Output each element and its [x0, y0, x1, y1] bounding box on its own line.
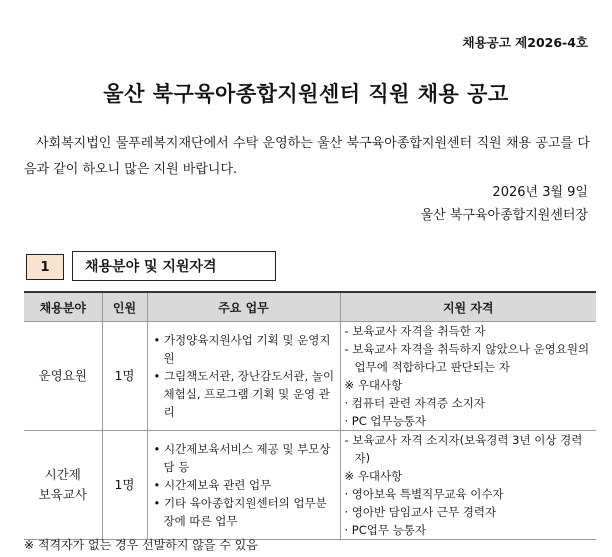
preference-item: · 영아반 담임교사 근무 경력자 [344, 505, 497, 519]
qualification-item: - 보육교사 자격 소지자(보육경력 3년 이상 경력자) [344, 433, 583, 465]
field-cell: 운영요원 [24, 322, 102, 431]
qualification-item: - 보육교사 자격을 취득하지 않았으나 운영요원의 업무에 적합하다고 판단되는 자 [344, 342, 590, 374]
table-row [24, 322, 596, 431]
issuer-name: 울산 북구육아종합지원센터장 [420, 208, 588, 223]
footnote: ※ 적격자가 없는 경우 선발하지 않을 수 있음 [24, 538, 258, 552]
field-line: 보육교사 [38, 487, 87, 502]
header-field: 채용분야 [24, 292, 102, 322]
preference-item: · PC 업무능통자 [344, 414, 426, 428]
qualifications-cell [340, 322, 596, 431]
duty-item: • 기타 육아종합지원센터의 업무분장에 따른 업무 [153, 496, 327, 528]
page-title: 울산 북구육아종합지원센터 직원 채용 공고 [103, 82, 509, 106]
section-title: 채용분야 및 지원자격 [72, 251, 276, 281]
table-row [24, 431, 596, 540]
duty-item: • 가정양육지원사업 기획 및 운영지원 [153, 333, 331, 365]
header-duties: 주요 업무 [147, 292, 340, 322]
preference-item: · 컴퓨터 관련 자격증 소지자 [344, 396, 485, 410]
duty-item: • 시간제보육서비스 제공 및 부모상담 등 [153, 442, 331, 474]
preference-heading: ※ 우대사항 [344, 378, 403, 392]
notice-number: 채용공고 제2026-4호 [462, 35, 588, 50]
preference-heading: ※ 우대사항 [344, 469, 403, 483]
preference-item: · 영아보육 특별직무교육 이수자 [344, 487, 504, 501]
duties-cell [147, 431, 340, 540]
announcement-date: 2026년 3월 9일 [492, 185, 588, 200]
intro-paragraph: 사회복지법인 물푸레복지재단에서 수탁 운영하는 울산 북구육아종합지원센터 직원 채용 공고를 다음과 같이 하오니 많은 지원 바랍니다. [24, 136, 590, 177]
duty-item: • 그림책도서관, 장난감도서관, 놀이체험실, 프로그램 기획 및 운영 관리 [153, 369, 335, 419]
duties-cell [147, 322, 340, 431]
preference-item: · PC업무 능통자 [344, 523, 426, 537]
duty-item: • 시간제보육 관련 업무 [153, 478, 272, 492]
count-cell: 1명 [102, 322, 147, 431]
field-line: 시간제 [44, 467, 81, 482]
recruitment-table [24, 291, 596, 540]
header-count: 인원 [102, 292, 147, 322]
section-number-box: 1 [26, 254, 64, 280]
field-cell [24, 431, 102, 540]
header-qualifications: 지원 자격 [340, 292, 596, 322]
qualifications-cell [340, 431, 596, 540]
table-header-row [24, 292, 596, 322]
qualification-item: - 보육교사 자격을 취득한 자 [344, 324, 486, 338]
count-cell: 1명 [102, 431, 147, 540]
